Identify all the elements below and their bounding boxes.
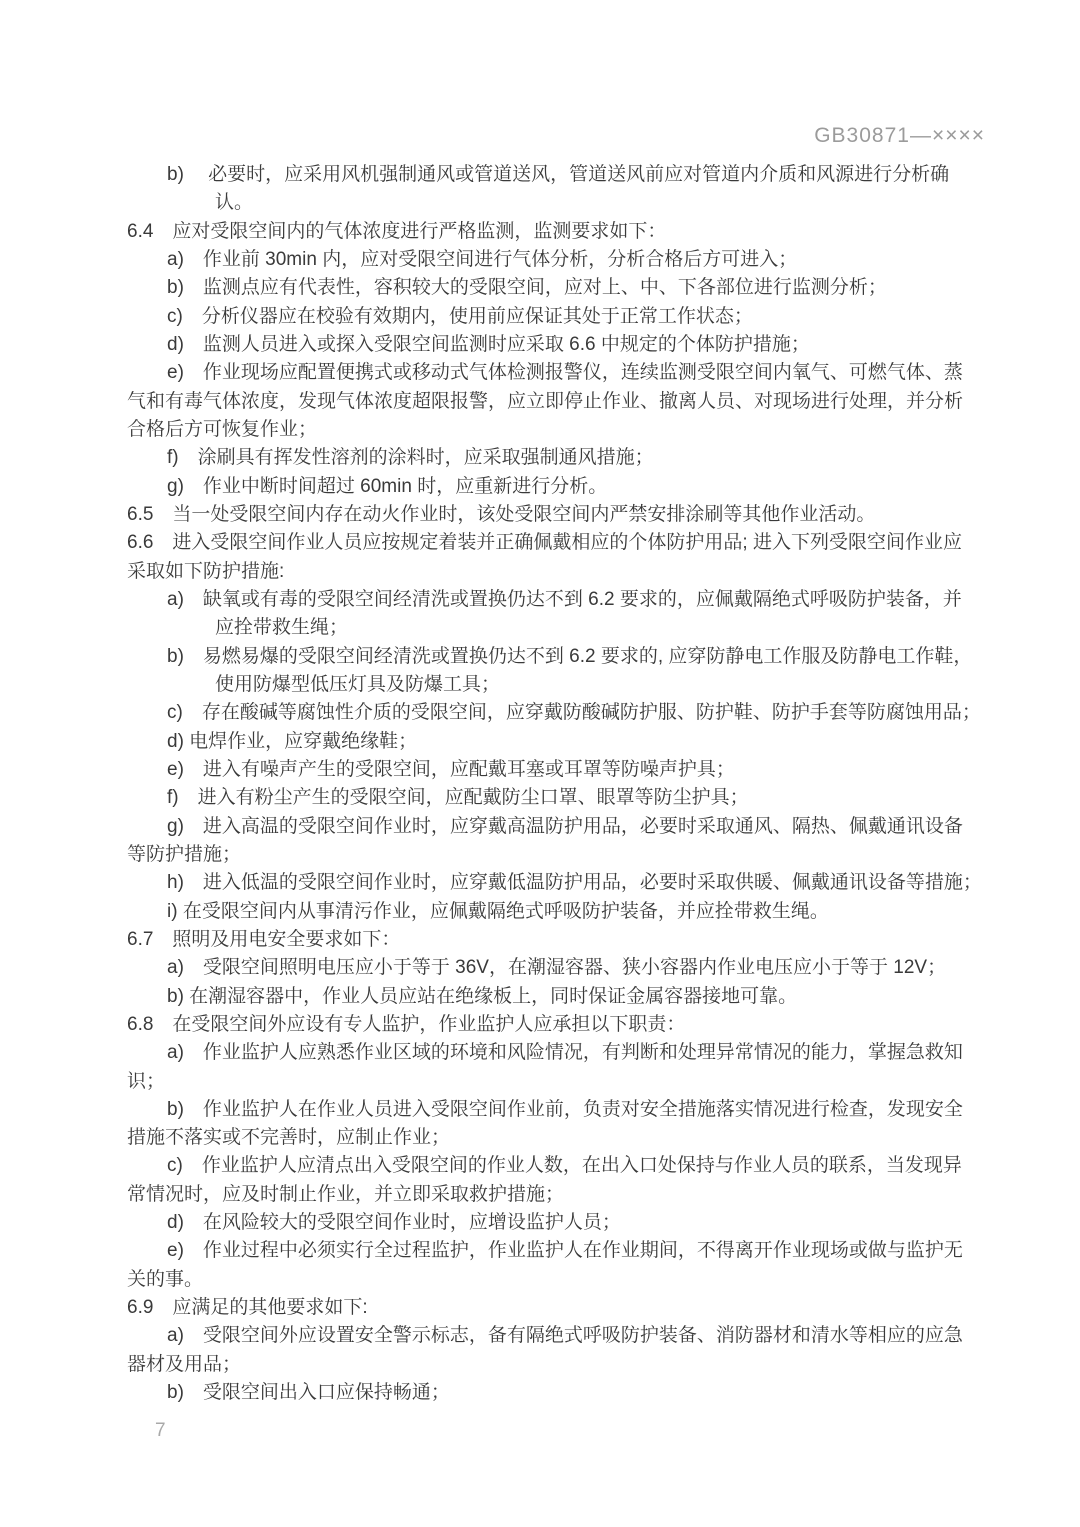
standard-number: GB30871—×××× bbox=[814, 124, 985, 147]
text-line: i) 在受限空间内从事清污作业，应佩戴隔绝式呼吸防护装备，并应拴带救生绳。 bbox=[167, 900, 829, 922]
text-line: 措施不落实或不完善时，应制止作业； bbox=[127, 1127, 451, 1149]
text-line: 等防护措施； bbox=[127, 843, 242, 865]
text-line: c) 分析仪器应在校验有效期内，使用前应保证其处于正常工作状态； bbox=[167, 305, 753, 327]
text-line: d) 监测人员进入或探入受限空间监测时应采取 6.6 中规定的个体防护措施； bbox=[167, 333, 810, 355]
text-line: 6.5 当一处受限空间内存在动火作业时，该处受限空间内严禁安排涂刷等其他作业活动。 bbox=[127, 503, 876, 525]
text-line: 认。 bbox=[215, 192, 254, 214]
text-line: 6.7 照明及用电安全要求如下： bbox=[127, 928, 401, 950]
text-line: a) 作业前 30min 内，应对受限空间进行气体分析，分析合格后方可进入； bbox=[167, 248, 798, 270]
text-line: f) 涂刷具有挥发性溶剂的涂料时，应采取强制通风措施； bbox=[167, 447, 654, 469]
page-header bbox=[127, 124, 985, 148]
text-line: c) 作业监护人应清点出入受限空间的作业人数，在出入口处保持与作业人员的联系，当发现异 bbox=[167, 1155, 962, 1177]
text-line: 6.9 应满足的其他要求如下: bbox=[127, 1297, 368, 1319]
text-line: e) 进入有噪声产生的受限空间，应配戴耳塞或耳罩等防噪声护具； bbox=[167, 758, 735, 780]
text-line: e) 作业过程中必须实行全过程监护，作业监护人在作业期间，不得离开作业现场或做与监护无 bbox=[167, 1240, 963, 1262]
text-line: g) 作业中断时间超过 60min 时，应重新进行分析。 bbox=[167, 475, 608, 497]
text-line: 使用防爆型低压灯具及防爆工具； bbox=[215, 673, 501, 695]
text-line: b) 受限空间出入口应保持畅通； bbox=[167, 1382, 450, 1404]
text-line: a) 缺氧或有毒的受限空间经清洗或置换仍达不到 6.2 要求的，应佩戴隔绝式呼吸防护装备，并 bbox=[167, 588, 962, 610]
text-line: 采取如下防护措施: bbox=[127, 560, 285, 582]
text-line: 合格后方可恢复作业； bbox=[127, 418, 318, 440]
text-line: 常情况时，应及时制止作业，并立即采取救护措施； bbox=[127, 1183, 565, 1205]
text-line: 识； bbox=[127, 1070, 166, 1092]
text-line: b) 在潮湿容器中，作业人员应站在绝缘板上，同时保证金属容器接地可靠。 bbox=[167, 985, 798, 1007]
text-line: b) 必要时，应采用风机强制通风或管道送风，管道送风前应对管道内介质和风源进行分析确 bbox=[167, 164, 950, 185]
text-line: g) 进入高温的受限空间作业时，应穿戴高温防护用品，必要时采取通风、隔热、佩戴通讯设备 bbox=[167, 815, 963, 837]
text-line: d) 电焊作业，应穿戴绝缘鞋； bbox=[167, 730, 418, 752]
page-footer bbox=[155, 1420, 166, 1442]
page-number: 7 bbox=[155, 1420, 166, 1441]
document-body bbox=[127, 161, 1017, 1407]
text-line: h) 进入低温的受限空间作业时，应穿戴低温防护用品，必要时采取供暖、佩戴通讯设备等措施； bbox=[167, 872, 982, 894]
text-line: 应拴带救生绳； bbox=[215, 617, 349, 639]
text-line: a) 受限空间外应设置安全警示标志，备有隔绝式呼吸防护装备、消防器材和清水等相应的应急 bbox=[167, 1325, 963, 1347]
text-line: b) 监测点应有代表性，容积较大的受限空间，应对上、中、下各部位进行监测分析； bbox=[167, 277, 887, 299]
text-line: a) 受限空间照明电压应小于等于 36V，在潮湿容器、狭小容器内作业电压应小于等于 12V； bbox=[167, 957, 947, 979]
text-line: 6.6 进入受限空间作业人员应按规定着装并正确佩戴相应的个体防护用品; 进入下列受限空间作业应 bbox=[127, 532, 962, 554]
text-line: a) 作业监护人应熟悉作业区域的环境和风险情况，有判断和处理异常情况的能力，掌握急救知 bbox=[167, 1042, 963, 1064]
text-line: c) 存在酸碱等腐蚀性介质的受限空间，应穿戴防酸碱防护服、防护鞋、防护手套等防腐蚀用品； bbox=[167, 702, 981, 724]
text-line: 器材及用品； bbox=[127, 1353, 242, 1375]
text-line: 6.4 应对受限空间内的气体浓度进行严格监测，监测要求如下： bbox=[127, 220, 667, 242]
text-line: b) 易燃易爆的受限空间经清洗或置换仍达不到 6.2 要求的, 应穿防静电工作服及防静电工作鞋， bbox=[167, 645, 973, 667]
text-line: 关的事。 bbox=[127, 1268, 204, 1290]
text-line: 气和有毒气体浓度，发现气体浓度超限报警，应立即停止作业、撤离人员、对现场进行处理，并分析 bbox=[127, 390, 964, 412]
text-line: 6.8 在受限空间外应设有专人监护，作业监护人应承担以下职责： bbox=[127, 1013, 686, 1035]
text-line: d) 在风险较大的受限空间作业时，应增设监护人员； bbox=[167, 1212, 621, 1234]
text-line: b) 作业监护人在作业人员进入受限空间作业前，负责对安全措施落实情况进行检查，发现安全 bbox=[167, 1098, 963, 1120]
text-line: e) 作业现场应配置便携式或移动式气体检测报警仪，连续监测受限空间内氧气、可燃气体、蒸 bbox=[167, 362, 963, 384]
text-line: f) 进入有粉尘产生的受限空间，应配戴防尘口罩、眼罩等防尘护具； bbox=[167, 787, 749, 809]
